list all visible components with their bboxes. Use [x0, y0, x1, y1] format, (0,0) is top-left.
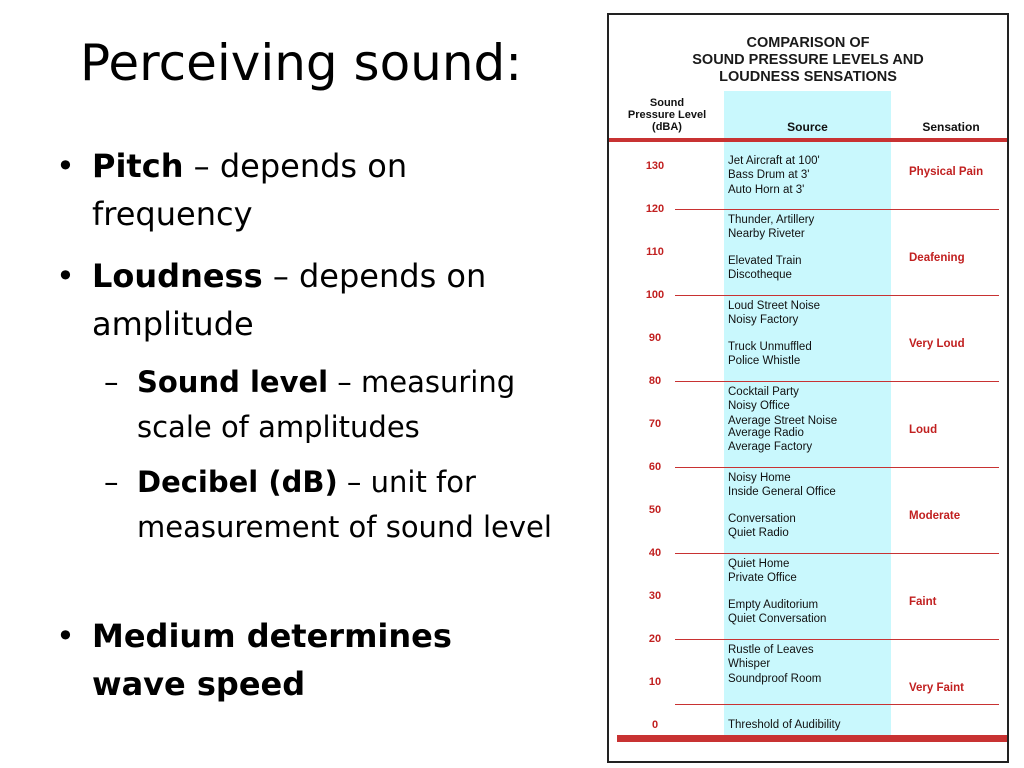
sensation-label: Deafening [909, 252, 965, 264]
source-item: Bass Drum at 3' [728, 169, 810, 182]
dash-mark: – [104, 465, 119, 499]
bullet-text: – depends on amplitude [92, 257, 487, 343]
source-item: Average Factory [728, 441, 813, 454]
sensation-label: Very Loud [909, 338, 965, 350]
level-label: 120 [645, 203, 665, 215]
sensation-label: Loud [909, 424, 938, 436]
level-divider [675, 295, 999, 296]
bullet-dot: • [56, 617, 75, 655]
sub-bullet-sound-level [104, 360, 574, 450]
source-item: Elevated Train [728, 255, 802, 267]
source-item: Quiet Radio [728, 527, 789, 540]
sensation-label: Moderate [909, 510, 961, 522]
bullet-loudness [56, 252, 536, 348]
source-item: Threshold of Audibility [728, 719, 841, 731]
source-item: Thunder, Artillery [728, 214, 815, 226]
source-item: Auto Horn at 3' [728, 183, 805, 196]
level-label: 20 [648, 633, 662, 645]
level-label: 60 [648, 461, 662, 473]
dash-mark: – [104, 365, 119, 399]
bullet-text: – depends on frequency [92, 147, 408, 233]
level-label: 10 [648, 676, 662, 688]
sub-bullet-text: – unit for measurement of sound level [137, 465, 552, 544]
level-label: 50 [648, 504, 662, 516]
bullet-dot: • [56, 147, 75, 185]
footer-bar [617, 735, 1007, 742]
sub-bullet-text: – measuring scale of amplitudes [137, 365, 516, 444]
source-item: Quiet Home [728, 558, 790, 570]
source-item: Empty Auditorium [728, 599, 819, 611]
level-divider [675, 553, 999, 554]
chart-title [609, 35, 1007, 86]
level-label: 80 [648, 375, 662, 387]
header-line: (dBA) [652, 121, 682, 133]
chart-title-line: COMPARISON OF [746, 35, 870, 51]
level-divider [675, 704, 999, 705]
bullet-medium [56, 612, 496, 708]
bullet-term: Medium determines wave speed [92, 617, 452, 703]
header-sensation: Sensation [922, 120, 980, 134]
source-item: Soundproof Room [728, 672, 822, 685]
chart-title-line: LOUDNESS SENSATIONS [719, 69, 897, 85]
slide-title: Perceiving sound: [80, 34, 523, 92]
header-divider [609, 138, 1007, 142]
level-label: 40 [648, 547, 662, 559]
header-line: Sound [649, 97, 685, 109]
level-divider [675, 209, 999, 210]
sound-level-table [607, 13, 1009, 763]
sub-bullet-decibel [104, 460, 554, 550]
source-item: Average Street Noise [728, 414, 838, 427]
source-item: Truck Unmuffled [728, 341, 812, 353]
sensation-label: Faint [909, 596, 937, 608]
level-label: 100 [645, 289, 665, 301]
source-item: Noisy Factory [728, 314, 799, 327]
chart-title-line: SOUND PRESSURE LEVELS AND [692, 52, 924, 68]
bullet-dot: • [56, 257, 75, 295]
level-label: 130 [645, 160, 665, 172]
source-item: Conversation [728, 513, 796, 525]
level-label: 90 [648, 332, 662, 344]
bullet-term: Pitch [92, 147, 184, 185]
header-sound-pressure-level [613, 97, 721, 133]
source-item: Inside General Office [728, 486, 836, 499]
header-line: Pressure Level [627, 109, 707, 121]
sensation-label: Very Faint [909, 682, 964, 694]
source-item: Noisy Office [728, 400, 790, 413]
bullet-term: Loudness [92, 257, 263, 295]
sub-bullet-term: Sound level [137, 365, 329, 399]
level-label: 110 [646, 246, 664, 258]
source-item: Average Radio [728, 427, 804, 439]
level-divider [675, 639, 999, 640]
source-item: Rustle of Leaves [728, 644, 814, 656]
source-item: Cocktail Party [728, 386, 799, 398]
source-item: Private Office [728, 572, 797, 585]
level-divider [675, 467, 999, 468]
level-divider [675, 381, 999, 382]
level-label: 0 [651, 719, 659, 731]
source-item: Loud Street Noise [728, 300, 821, 312]
bullet-pitch [56, 142, 476, 238]
source-item: Nearby Riveter [728, 228, 805, 241]
level-label: 30 [648, 590, 662, 602]
source-item: Noisy Home [728, 472, 791, 484]
source-item: Jet Aircraft at 100' [728, 155, 820, 167]
sensation-label: Physical Pain [909, 166, 984, 178]
source-item: Police Whistle [728, 355, 801, 368]
sub-bullet-term: Decibel (dB) [137, 465, 338, 499]
level-label: 70 [648, 418, 662, 430]
source-item: Whisper [728, 658, 771, 671]
source-item: Discotheque [728, 269, 792, 282]
source-item: Quiet Conversation [728, 613, 827, 626]
header-source: Source [787, 120, 828, 134]
